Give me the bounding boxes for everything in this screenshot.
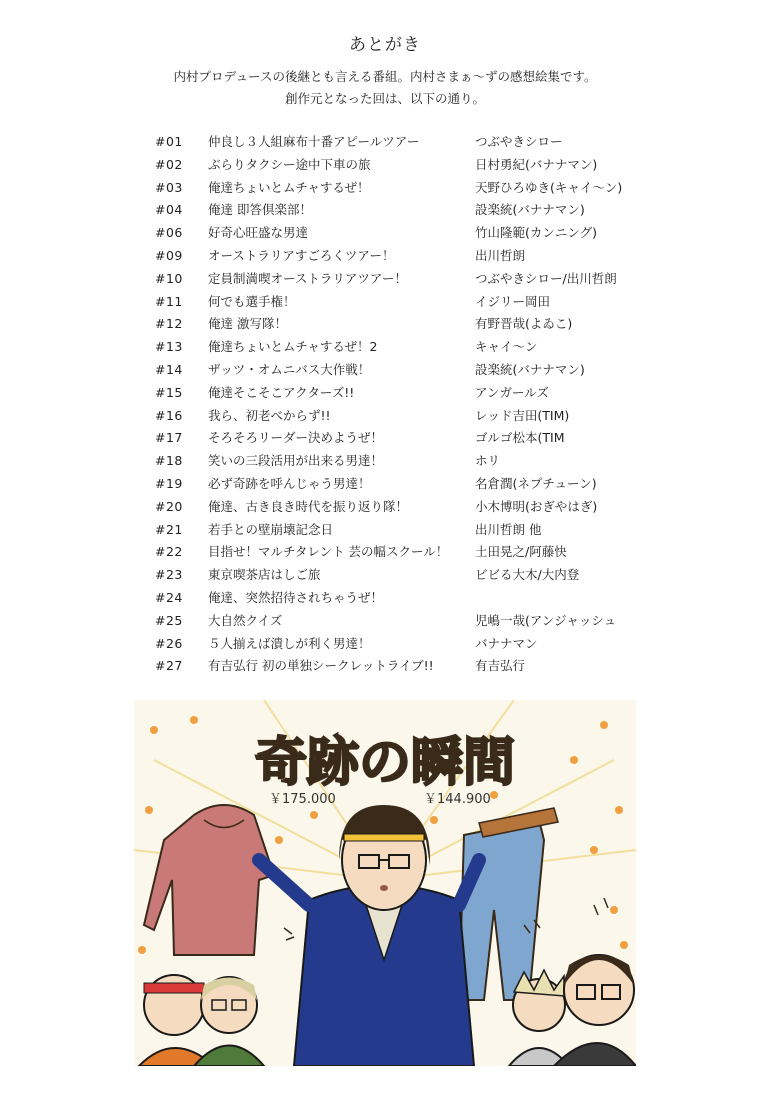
episode-row (155, 222, 645, 245)
episode-title: そろそろリーダー決めようぜ！ (208, 430, 384, 446)
episode-number: #24 (155, 589, 183, 605)
episode-guest: 天野ひろゆき(キャイ～ン) (475, 179, 623, 195)
episode-guest: 設楽統(バナナマン) (475, 202, 585, 218)
episode-number: #18 (155, 453, 183, 469)
episode-guest: 名倉潤(ネプチューン) (475, 475, 597, 491)
episode-number: #19 (155, 475, 183, 491)
episode-title: ぶらりタクシー途中下車の旅 (208, 156, 371, 172)
episode-guest: ビビる大木/大内登 (475, 567, 580, 583)
decor-dot (138, 946, 146, 954)
episode-title: 定員制満喫オーストラリアツアー！ (208, 270, 408, 286)
price-left: ￥175.000 (269, 792, 336, 807)
intro-line-2: 創作元となった回は、以下の通り。 (284, 91, 485, 106)
episode-number: #21 (155, 521, 183, 537)
episode-number: #26 (155, 635, 183, 651)
intro-line-1: 内村プロデュースの後継とも言える番組。内村さまぁ～ずの感想絵集です。 (173, 69, 597, 84)
episode-guest: 小木博明(おぎやはぎ) (475, 498, 598, 514)
decor-dot (610, 906, 618, 914)
episode-row (155, 336, 645, 359)
episode-title: 仲良し３人組麻布十番アピールツアー (208, 134, 420, 149)
episode-guest: アンガールズ (475, 384, 549, 400)
episode-title: 我ら、初老べからず!! (208, 407, 331, 423)
episode-number: #09 (155, 247, 183, 263)
episode-row (155, 564, 645, 587)
episode-guest: 有野晋哉(よゐこ) (475, 316, 573, 332)
episode-row (155, 177, 645, 200)
episode-row (155, 199, 645, 222)
episode-guest: 竹山隆範(カンニング) (475, 225, 598, 241)
episode-title: 何でも選手権！ (208, 293, 296, 309)
decor-dot (275, 836, 283, 844)
episode-guest: 日村勇紀(バナナマン) (475, 156, 598, 172)
episode-number: #01 (155, 134, 183, 149)
episode-number: #23 (155, 567, 183, 583)
episode-title: 俺達そこそこアクターズ!! (208, 384, 355, 400)
episode-number: #11 (155, 293, 183, 309)
decor-dot (590, 846, 598, 854)
decor-dot (150, 726, 158, 734)
episode-guest: 出川哲朗 (475, 247, 526, 263)
episode-guest: 土田晃之/阿藤快 (475, 544, 567, 560)
price-right: ￥144.900 (424, 792, 491, 807)
episode-row (155, 382, 645, 405)
episode-row (155, 245, 645, 268)
decor-dot (570, 756, 578, 764)
episode-title: 大自然クイズ (208, 612, 283, 628)
episode-guest: 設楽統(バナナマン) (475, 361, 585, 377)
episode-guest: つぶやきシロー (475, 134, 563, 149)
episode-guest: レッド吉田(TIM) (475, 407, 570, 423)
intro-text (0, 66, 770, 110)
episode-number: #03 (155, 179, 183, 195)
decor-dot (310, 811, 318, 819)
episode-title: 俺達 即答倶楽部！ (208, 202, 312, 218)
episode-row (155, 587, 645, 610)
episode-guest: ゴルゴ松本(TIM (475, 430, 565, 446)
episode-row (155, 541, 645, 564)
episode-guest: キャイ～ン (475, 339, 538, 355)
episode-row (155, 405, 645, 428)
episode-number: #17 (155, 430, 183, 446)
episode-number: #14 (155, 361, 183, 377)
episode-row (155, 154, 645, 177)
episode-title: 好奇心旺盛な男達 (208, 225, 309, 241)
episode-row (155, 268, 645, 291)
episode-row (155, 473, 645, 496)
episode-number: #22 (155, 544, 183, 560)
episode-row (155, 359, 645, 382)
episode-number: #13 (155, 339, 183, 355)
episode-title: 若手との壁崩壊記念日 (208, 521, 334, 537)
episode-title: 俺達、突然招待されちゃうぜ！ (208, 589, 384, 605)
episode-number: #20 (155, 498, 183, 514)
episode-title: ザッツ・オムニバス大作戦！ (208, 361, 371, 377)
episode-number: #06 (155, 225, 183, 241)
decor-dot (600, 721, 608, 729)
episode-guest: バナナマン (475, 635, 538, 651)
episode-row (155, 496, 645, 519)
episode-row (155, 291, 645, 314)
episode-guest: 有吉弘行 (475, 658, 526, 674)
episode-row (155, 610, 645, 633)
episode-row (155, 519, 645, 542)
episode-list (155, 131, 645, 678)
episode-title: 目指せ！マルチタレント 芸の幅スクール！ (208, 544, 449, 560)
episode-number: #10 (155, 270, 183, 286)
episode-guest: イジリー岡田 (475, 293, 551, 309)
episode-title: 笑いの三段活用が出来る男達！ (208, 453, 384, 469)
episode-number: #15 (155, 384, 183, 400)
decor-dot (145, 806, 153, 814)
episode-title: 俺達 激写隊！ (208, 316, 287, 332)
decor-dot (430, 816, 438, 824)
episode-title: 俺達ちょいとムチャするぜ！ (208, 179, 370, 195)
episode-row (155, 633, 645, 656)
episode-guest: 出川哲朗 他 (475, 521, 542, 537)
episode-row (155, 313, 645, 336)
page-title: あとがき (349, 35, 421, 55)
episode-title: ５人揃えば潰しが利く男達！ (208, 635, 371, 651)
episode-title: 必ず奇跡を呼んじゃう男達！ (208, 475, 371, 491)
decor-dot (615, 806, 623, 814)
episode-number: #04 (155, 202, 183, 218)
episode-title: 東京喫茶店はしご旅 (208, 567, 321, 583)
episode-title: オーストラリアすごろくツアー！ (208, 247, 395, 263)
episode-guest: つぶやきシロー/出川哲朗 (475, 270, 617, 286)
episode-guest: 児嶋一哉(アンジャッシュ (475, 612, 617, 628)
episode-number: #27 (155, 658, 183, 674)
episode-number: #02 (155, 156, 183, 172)
episode-row (155, 131, 645, 154)
episode-row (155, 450, 645, 473)
episode-number: #16 (155, 407, 183, 423)
episode-title: 俺達ちょいとムチャするぜ！2 (208, 339, 378, 355)
episode-title: 俺達、古き良き時代を振り返り隊！ (208, 498, 409, 514)
decor-dot (190, 716, 198, 724)
episode-row (155, 655, 645, 678)
episode-number: #12 (155, 316, 183, 332)
episode-title: 有吉弘行 初の単独シークレットライブ!! (208, 658, 434, 674)
episode-number: #25 (155, 612, 183, 628)
illustration-title: 奇跡の瞬間 (254, 733, 516, 793)
illustration-drawing (134, 700, 636, 1066)
episode-guest: ホリ (475, 453, 501, 469)
illustration (134, 700, 636, 1066)
episode-row (155, 427, 645, 450)
decor-dot (620, 941, 628, 949)
